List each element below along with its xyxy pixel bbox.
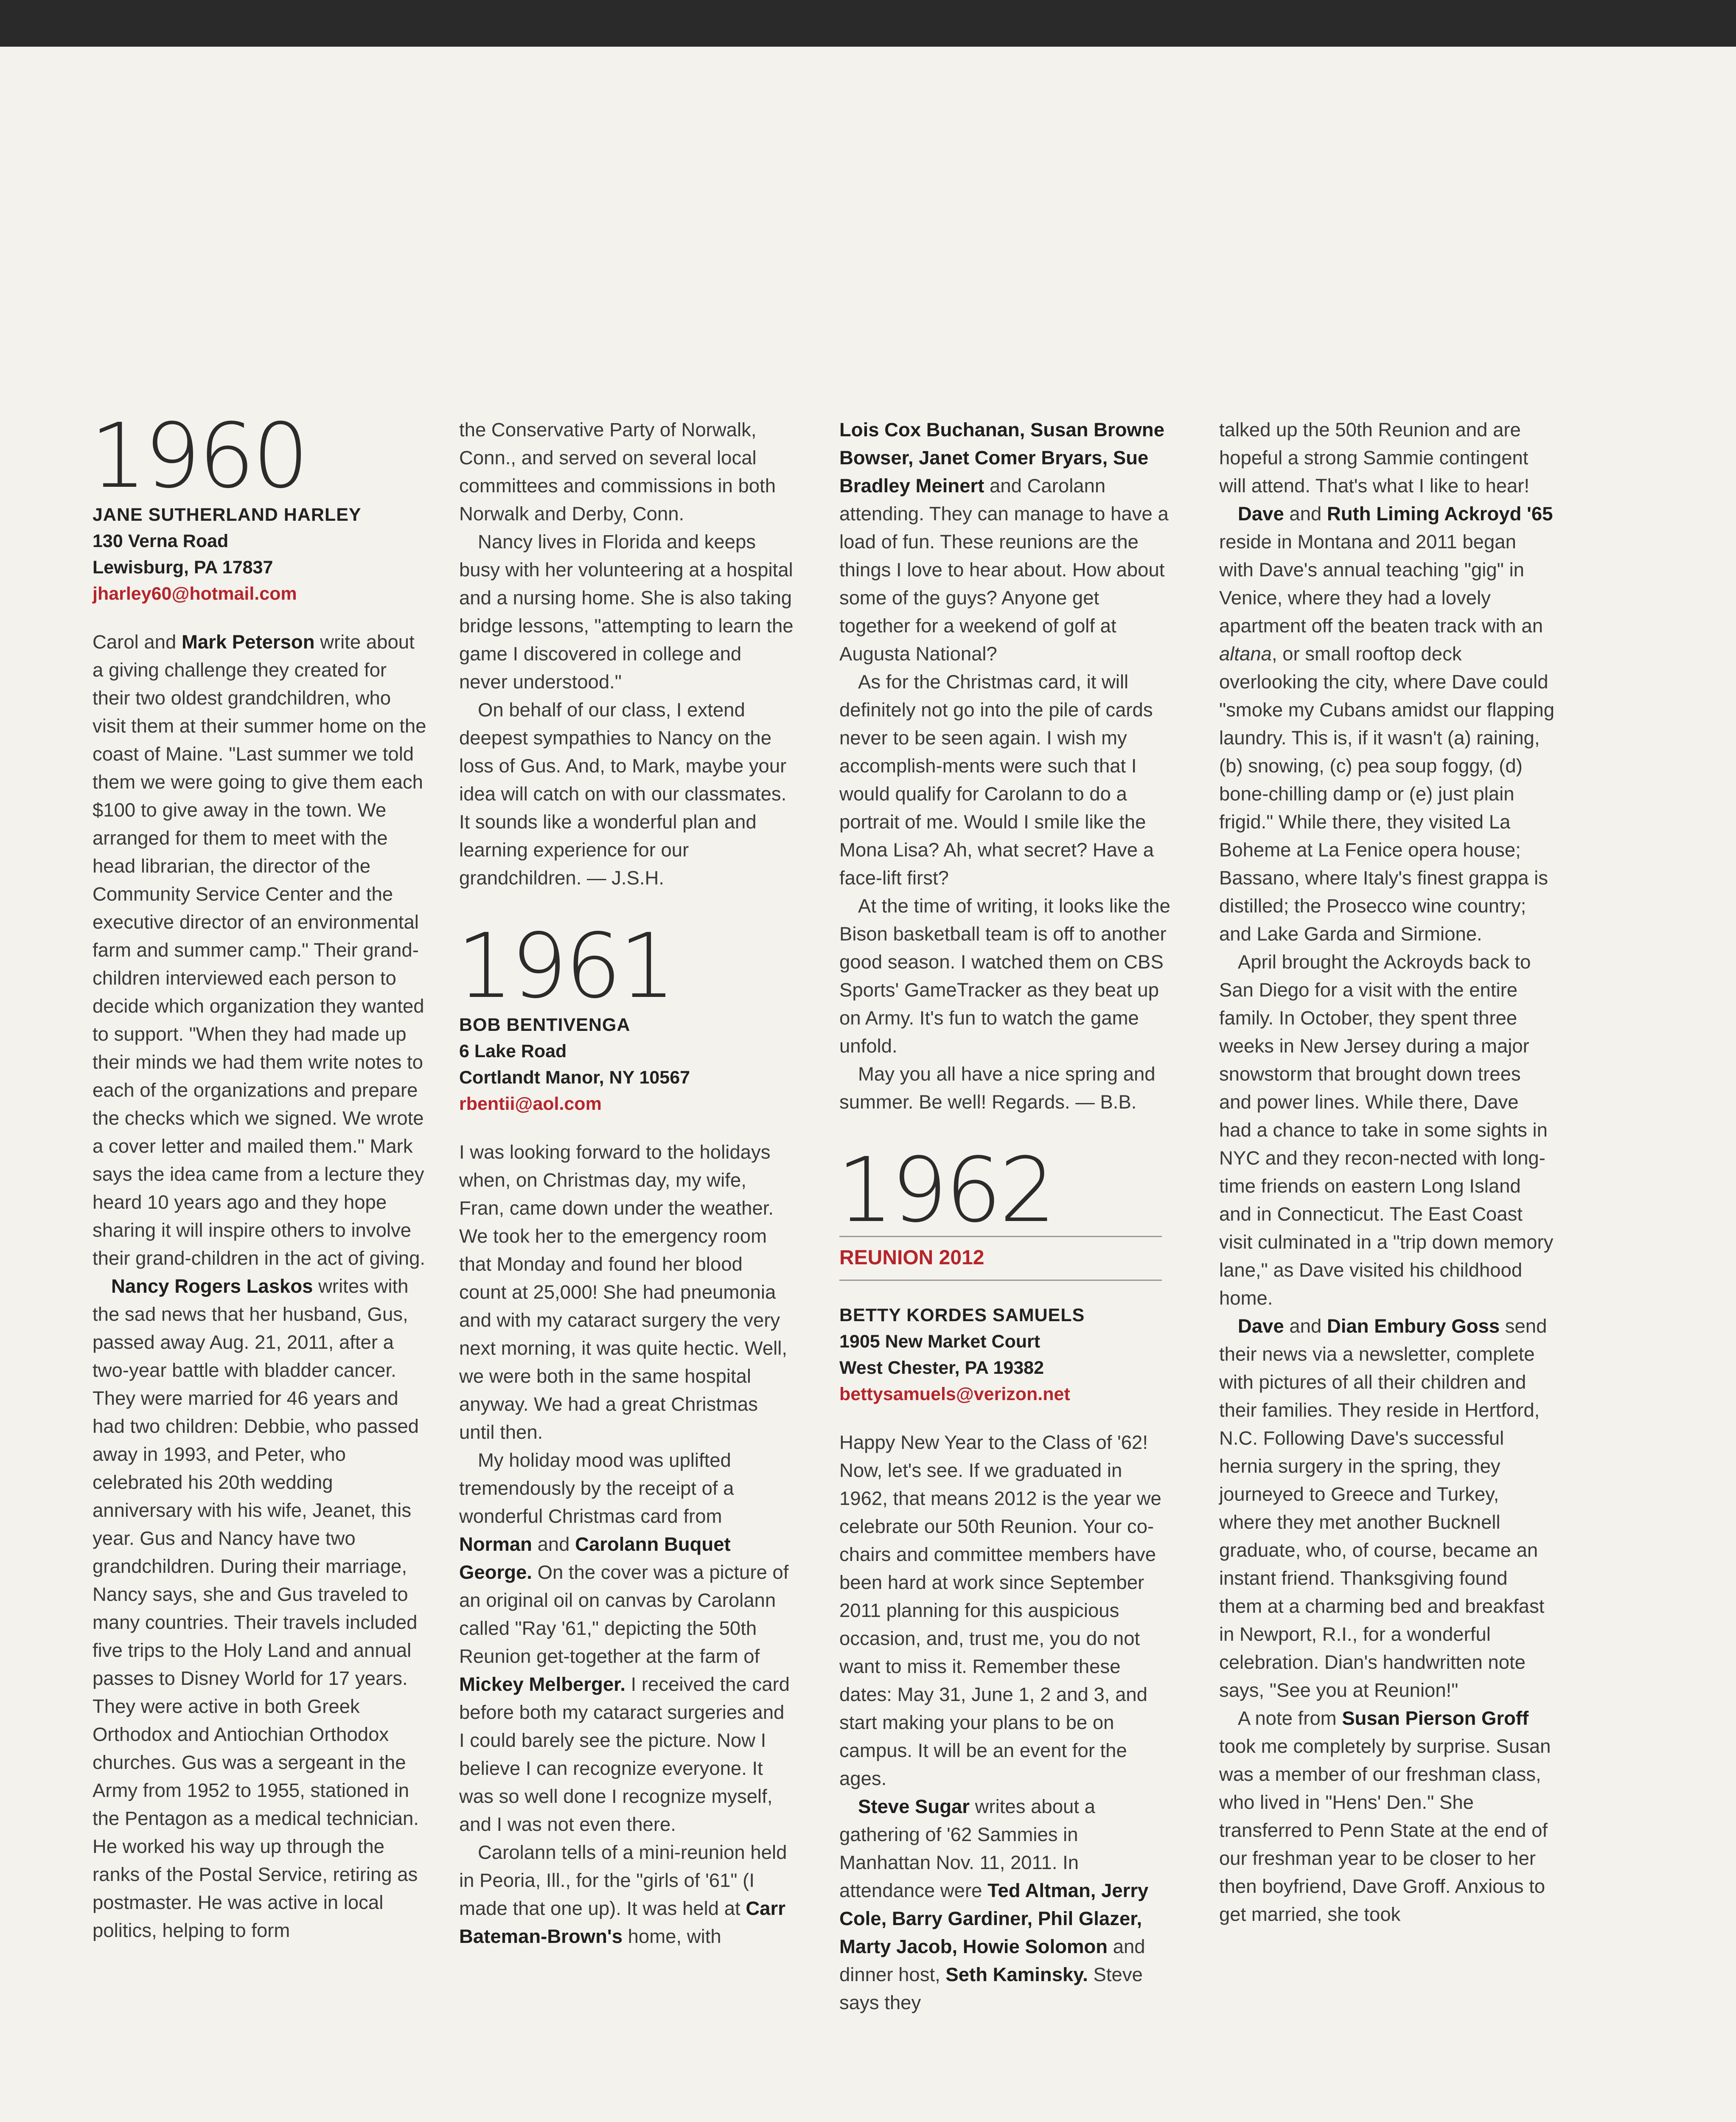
reunion-banner: REUNION 2012: [839, 1236, 1162, 1281]
column-1: [90, 404, 428, 1945]
news-paragraph: Nancy lives in Florida and keeps busy with her volunteering at a hospital and a nursing home. She is also taking bridge lessons, "attempting to learn the game I discovered in college and never understood.": [459, 531, 794, 693]
news-paragraph: A note from Susan Pierson Groff took me completely by surprise. Susan was a member of our freshman class, who lived in "Hens' Den." She transferred to Penn State at the end of our freshman year to be closer to her then boyfriend, Dave Groff. Anxious to get married, she took: [1219, 1707, 1551, 1925]
news-paragraph: At the time of writing, it looks like the Bison basketball team is off to another good season. I watched them on CBS Sports' GameTracker as they beat up on Army. It's fun to watch the game unfold.: [839, 895, 1170, 1057]
class-year-heading: 1962: [837, 1138, 1054, 1242]
correspondent-address-line: 1905 New Market Court: [839, 1331, 1040, 1352]
news-paragraph: Happy New Year to the Class of '62! Now, let's see. If we graduated in 1962, that means 2012 is the year we celebrate our 50th Reunion. Your co-chairs and committee members have been hard at work since September 2011 planning for this auspicious occasion, and, trust me, you do not want to miss it. Remember these dates: May 31, June 1, 2 and 3, and start making your plans to be on campus. It will be an event for the ages.: [839, 1432, 1161, 1789]
correspondent-address-line: West Chester, PA 19382: [839, 1358, 1044, 1378]
class-correspondent-contact: [93, 502, 428, 607]
correspondent-address-line: 130 Verna Road: [93, 531, 229, 551]
correspondent-email-link[interactable]: rbentii@aol.com: [459, 1094, 602, 1114]
class-correspondent-contact: [459, 1012, 794, 1117]
correspondent-name: JANE SUTHERLAND HARLEY: [93, 505, 362, 525]
class-year-heading: 1961: [457, 914, 673, 1018]
news-paragraph: talked up the 50th Reunion and are hopeful a strong Sammie contingent will attend. That's what I like to hear!: [1219, 419, 1530, 497]
correspondent-email-link[interactable]: bettysamuels@verizon.net: [839, 1384, 1070, 1404]
news-paragraph: Steve Sugar writes about a gathering of '62 Sammies in Manhattan Nov. 11, 2011. In attendance were Ted Altman, Jerry Cole, Barry Gardiner, Phil Glazer, Marty Jacob, Howie Solomon and dinner host, Seth Kaminsky. Steve says they: [839, 1796, 1149, 2013]
class-year-heading: 1960: [90, 404, 307, 508]
correspondent-address-line: Cortlandt Manor, NY 10567: [459, 1067, 690, 1088]
correspondent-address-line: Lewisburg, PA 17837: [93, 557, 273, 578]
magazine-page: [0, 47, 1736, 2122]
news-paragraph: Dave and Dian Embury Goss send their news via a newsletter, complete with pictures of all their children and their families. They reside in Hertford, N.C. Following Dave's successful hernia surgery in the spring, they journeyed to Greece and Turkey, where they met another Bucknell graduate, who, of course, became an instant friend. Thanksgiving found them at a charming bed and breakfast in Newport, R.I., for a wonderful celebration. Dian's handwritten note says, "See you at Reunion!": [1219, 1315, 1547, 1701]
news-paragraph: As for the Christmas card, it will definitely not go into the pile of cards never to be seen again. I wish my accomplish-ments were such that I would qualify for Carolann to do a portrait of me. Would I smile like the Mona Lisa? Ah, what secret? Have a face-lift first?: [839, 671, 1154, 889]
news-paragraph: I was looking forward to the holidays when, on Christmas day, my wife, Fran, came down under the weather. We took her to the emergency room that Monday and found her blood count at 25,000! She had pneumonia and with my cataract surgery the very next morning, it was quite hectic. Well, we were both in the same hospital anyway. We had a great Christmas until then.: [459, 1141, 787, 1443]
news-paragraph: My holiday mood was uplifted tremendously by the receipt of a wonderful Christmas card from Norman and Carolann Buquet George. On the cover was a picture of an original oil on canvas by Carolann called "Ray '61," depicting the 50th Reunion get-together at the farm of Mickey Melberger. I received the card before both my cataract surgeries and I could barely see the picture. Now I believe I can recognize everyone. It was so well done I recognize myself, and I was not even there.: [459, 1449, 790, 1835]
news-paragraph: April brought the Ackroyds back to San Diego for a visit with the entire family. In October, they spent three weeks in New Jersey during a major snowstorm that brought down trees and power lines. While there, Dave had a chance to take in some sights in NYC and they recon-nected with long-time friends on eastern Long Island and in Connecticut. The East Coast visit culminated in a "trip down memory lane," as Dave visited his childhood home.: [1219, 951, 1554, 1309]
news-paragraph: May you all have a nice spring and summer. Be well! Regards. — B.B.: [839, 1063, 1155, 1113]
class-correspondent-contact: [839, 1302, 1175, 1407]
correspondent-email-link[interactable]: jharley60@hotmail.com: [93, 584, 297, 604]
correspondent-name: BETTY KORDES SAMUELS: [839, 1305, 1085, 1325]
column-2: [459, 416, 794, 1951]
news-paragraph: Carol and Mark Peterson write about a giving challenge they created for their two oldest grandchildren, who visit them at their summer home on the coast of Maine. "Last summer we told them we were going to give them each $100 to give away in the town. We arranged for them to meet with the head librarian, the director of the Community Service Center and the executive director of an environmental farm and summer camp." Their grand-children interviewed each person to decide which organization they wanted to support. "When they had made up their minds we had them write notes to each of the organizations and prepare the checks which we signed. We wrote a cover letter and mailed them." Mark says the idea came from a lecture they heard 10 years ago and they hope sharing it will inspire others to involve their grand-children in the act of giving.: [93, 631, 426, 1269]
correspondent-name: BOB BENTIVENGA: [459, 1015, 631, 1035]
news-paragraph: the Conservative Party of Norwalk, Conn., and served on several local committees and commissions in both Norwalk and Derby, Conn.: [459, 419, 776, 525]
column-3: [839, 416, 1175, 2017]
news-paragraph: Lois Cox Buchanan, Susan Browne Bowser, Janet Comer Bryars, Sue Bradley Meinert and Carolann attending. They can manage to have a load of fun. These reunions are the things I love to hear about. How about some of the guys? Anyone get together for a weekend of golf at Augusta National?: [839, 419, 1169, 665]
correspondent-address-line: 6 Lake Road: [459, 1041, 567, 1061]
column-4: [1219, 416, 1554, 1928]
news-paragraph: On behalf of our class, I extend deepest sympathies to Nancy on the loss of Gus. And, to Mark, maybe your idea will catch on with our classmates. It sounds like a wonderful plan and learning experience for our grandchildren. — J.S.H.: [459, 699, 787, 889]
news-paragraph: Carolann tells of a mini-reunion held in Peoria, Ill., for the "girls of '61" (I made that one up). It was held at Carr Bateman-Brown's home, with: [459, 1841, 787, 1947]
news-paragraph: Dave and Ruth Liming Ackroyd '65 reside in Montana and 2011 began with Dave's annual teaching "gig" in Venice, where they had a lovely apartment off the beaten track with an altana, or small rooftop deck overlooking the city, where Dave could "smoke my Cubans amidst our flapping laundry. This is, if it wasn't (a) raining, (b) snowing, (c) pea soup foggy, (d) bone-chilling damp or (e) just plain frigid." While there, they visited La Boheme at La Fenice opera house; Bassano, where Italy's finest grappa is distilled; the Prosecco wine country; and Lake Garda and Sirmione.: [1219, 503, 1555, 945]
news-paragraph: Nancy Rogers Laskos writes with the sad news that her husband, Gus, passed away Aug. 21, 2011, after a two-year battle with bladder cancer. They were married for 46 years and had two children: Debbie, who passed away in 1993, and Peter, who celebrated his 20th wedding anniversary with his wife, Jeanet, this year. Gus and Nancy have two grandchildren. During their marriage, Nancy says, she and Gus traveled to many countries. Their travels included five trips to the Holy Land and annual passes to Disney World for 17 years. They were active in both Greek Orthodox and Antiochian Orthodox churches. Gus was a sergeant in the Army from 1952 to 1955, stationed in the Pentagon as a medical technician. He worked his way up through the ranks of the Postal Service, retiring as postmaster. He was active in local politics, helping to form: [93, 1275, 419, 1941]
